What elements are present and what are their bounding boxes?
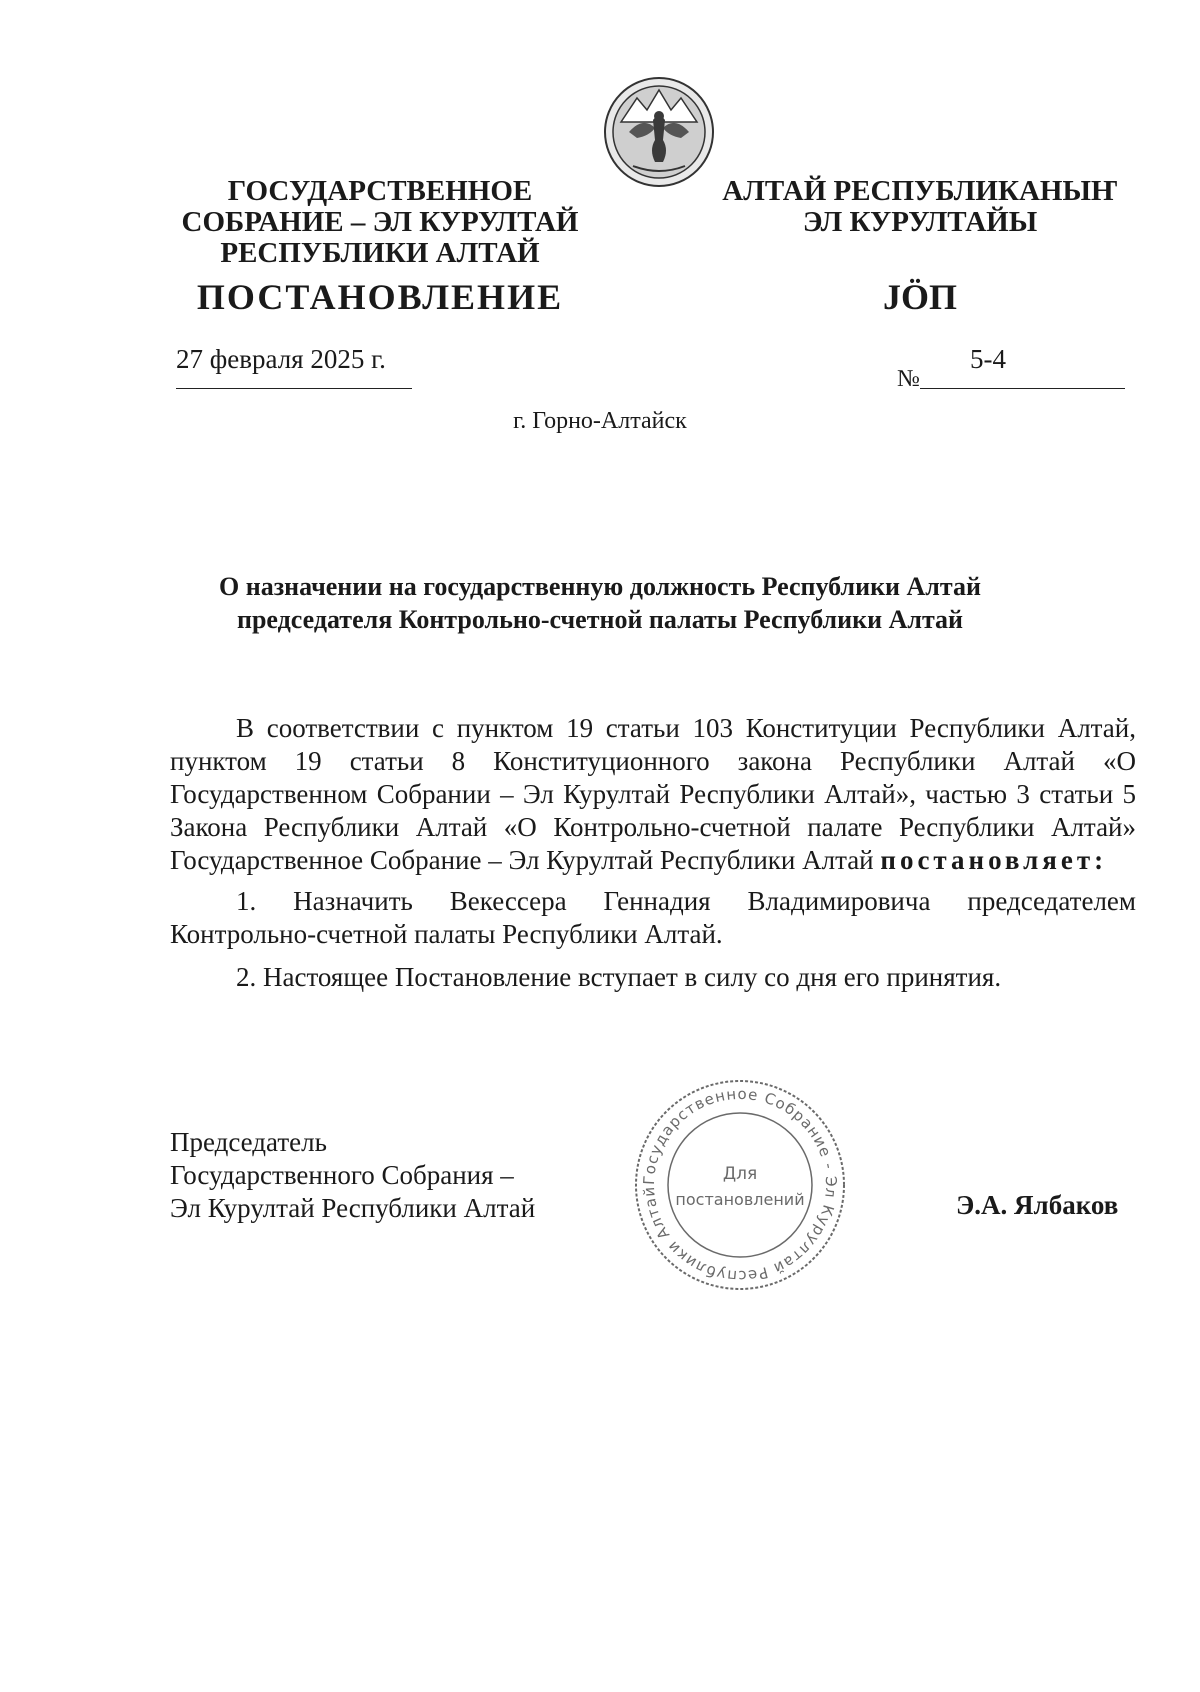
number-underline — [920, 388, 1125, 389]
signer-title-line2: Государственного Собрания – — [170, 1160, 514, 1190]
number-sign: № — [897, 366, 920, 392]
altai-republic-emblem-icon — [603, 76, 715, 188]
subject-line1: О назначении на государственную должность Республики Алтай — [219, 572, 981, 601]
city: г. Горно-Алтайск — [513, 408, 687, 434]
preamble-text: В соответствии с пунктом 19 статьи 103 Конституции Республики Алтай, пунктом 19 статьи 8 Конституционного закона Республики Алтай «О Государственном Собрании – Эл Курултай Республики Алтай», частью 3 статьи 5 Закона Республики Алтай «О Контрольно-счетной палате Республики Алтай» Государственное Собрание – Эл Курултай Республики Алтай — [170, 713, 1136, 875]
header-left-line3: РЕСПУБЛИКИ АЛТАЙ — [220, 237, 540, 269]
subject-line2: председателя Контрольно-счетной палаты Республики Алтай — [236, 605, 964, 634]
signer-title-line3: Эл Курултай Республики Алтай — [170, 1193, 536, 1223]
item-1: 1. Назначить Векессера Геннадия Владимировича председателем Контрольно-счетной палаты Республики Алтай. — [170, 886, 1136, 949]
signer-title — [170, 1126, 590, 1225]
official-seal-stamp — [630, 1075, 850, 1295]
seal-ring-text: Государственное Собрание - Эл Курултай Республики Алтай — [639, 1084, 841, 1286]
preamble-paragraph — [170, 712, 1136, 877]
seal-center-line2: постановлений — [675, 1190, 805, 1209]
header-left-line2: СОБРАНИЕ – ЭЛ КУРУЛТАЙ — [181, 206, 579, 238]
header-right-line2: ЭЛ КУРУЛТАЙЫ — [802, 206, 1038, 238]
header-right — [715, 176, 1125, 238]
document-number: 5-4 — [970, 344, 1006, 374]
header-left — [170, 176, 590, 269]
date-underline — [176, 388, 412, 389]
document-subject — [150, 570, 1050, 636]
signer-title-line1: Председатель — [170, 1127, 327, 1157]
signer-name: Э.А. Ялбаков — [956, 1190, 1119, 1220]
doc-type-right: JӦП — [882, 277, 957, 317]
header-right-line1: АЛТАЙ РЕСПУБЛИКАНЫҤ — [722, 175, 1118, 207]
seal-center-line1: Для — [722, 1164, 758, 1184]
item-2: 2. Настоящее Постановление вступает в силу со дня его принятия. — [236, 962, 1002, 992]
document-date: 27 февраля 2025 г. — [176, 344, 386, 374]
header-left-line1: ГОСУДАРСТВЕННОЕ — [227, 175, 533, 207]
doc-type-left: ПОСТАНОВЛЕНИЕ — [196, 277, 564, 317]
svg-text:Государственное Собрание - Эл — [640, 1085, 840, 1285]
resolves-word: постановляет: — [880, 845, 1108, 875]
document-body — [170, 712, 1136, 994]
